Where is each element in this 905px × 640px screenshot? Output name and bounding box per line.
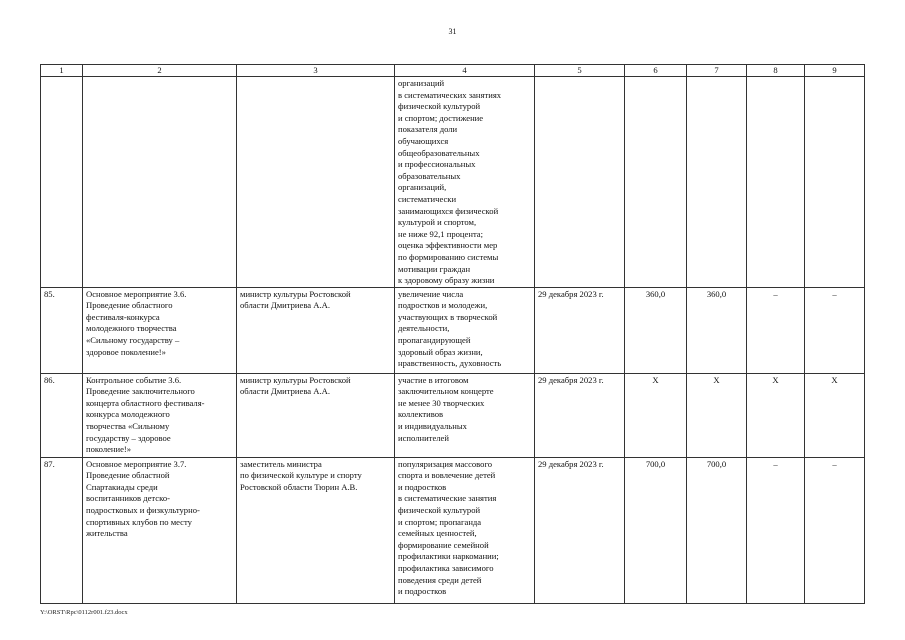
value-cell: – <box>747 457 805 603</box>
value-cell: – <box>747 287 805 373</box>
responsible-cell: заместитель министра по физической культуре и спорту Ростовской области Тюрин А.В. <box>237 457 395 603</box>
file-path-footer: Y:\ORST\Rpc\0112r001.f23.docx <box>40 609 128 616</box>
header-cell: 2 <box>83 65 237 77</box>
header-cell: 9 <box>805 65 865 77</box>
table-row <box>41 457 865 603</box>
program-table <box>40 64 865 604</box>
value-cell: X <box>687 373 747 457</box>
value-cell: 700,0 <box>687 457 747 603</box>
value-cell: 360,0 <box>625 287 687 373</box>
header-cell: 3 <box>237 65 395 77</box>
page-number: 31 <box>448 27 457 36</box>
result-cell: организаций в систематических занятиях физической культурой и спортом; достижение показателя доли обучающихся общеобразовательных и профессиональных образовательных организаций, систематически занимающихся физической культурой и спортом, не ниже 92,1 процента; оценка эффективности мер по формированию системы мотивации граждан к здоровому образу жизни <box>395 77 535 288</box>
date-cell: 29 декабря 2023 г. <box>535 373 625 457</box>
value-cell: – <box>805 287 865 373</box>
header-cell: 4 <box>395 65 535 77</box>
column-number-header <box>41 65 865 77</box>
value-cell: X <box>805 373 865 457</box>
value-cell: X <box>625 373 687 457</box>
result-cell: популяризация массового спорта и вовлечение детей и подростков в систематические занятия физической культурой и спортом; пропаганда семейных ценностей, формирование семейной профилактики наркомании; профилактика зависимого поведения среди детей и подростков <box>395 457 535 603</box>
event-cell: Основное мероприятие 3.6. Проведение областного фестиваля-конкурса молодежного творчества «Сильному государству – здоровое поколение!» <box>83 287 237 373</box>
header-cell: 8 <box>747 65 805 77</box>
result-cell: увеличение числа подростков и молодежи, участвующих в творческой деятельности, пропагандирующей здоровый образ жизни, нравственность, духовность <box>395 287 535 373</box>
value-cell: 360,0 <box>687 287 747 373</box>
event-cell: Контрольное событие 3.6. Проведение заключительного концерта областного фестиваля- конкурса молодежного творчества «Сильному государству – здоровое поколение!» <box>83 373 237 457</box>
row-number: 87. <box>41 457 83 603</box>
header-cell: 7 <box>687 65 747 77</box>
value-cell: – <box>805 457 865 603</box>
table-row-continuation <box>41 77 865 288</box>
result-cell: участие в итоговом заключительном концерте не менее 30 творческих коллективов и индивидуальных исполнителей <box>395 373 535 457</box>
date-cell: 29 декабря 2023 г. <box>535 287 625 373</box>
value-cell: X <box>747 373 805 457</box>
table-row <box>41 373 865 457</box>
header-cell: 5 <box>535 65 625 77</box>
header-cell: 6 <box>625 65 687 77</box>
row-number: 86. <box>41 373 83 457</box>
header-cell: 1 <box>41 65 83 77</box>
value-cell: 700,0 <box>625 457 687 603</box>
row-number: 85. <box>41 287 83 373</box>
date-cell: 29 декабря 2023 г. <box>535 457 625 603</box>
event-cell: Основное мероприятие 3.7. Проведение областной Спартакиады среди воспитанников детско- подростковых и физкультурно- спортивных клубов по месту жительства <box>83 457 237 603</box>
responsible-cell: министр культуры Ростовской области Дмитриева А.А. <box>237 287 395 373</box>
responsible-cell: министр культуры Ростовской области Дмитриева А.А. <box>237 373 395 457</box>
table-row <box>41 287 865 373</box>
